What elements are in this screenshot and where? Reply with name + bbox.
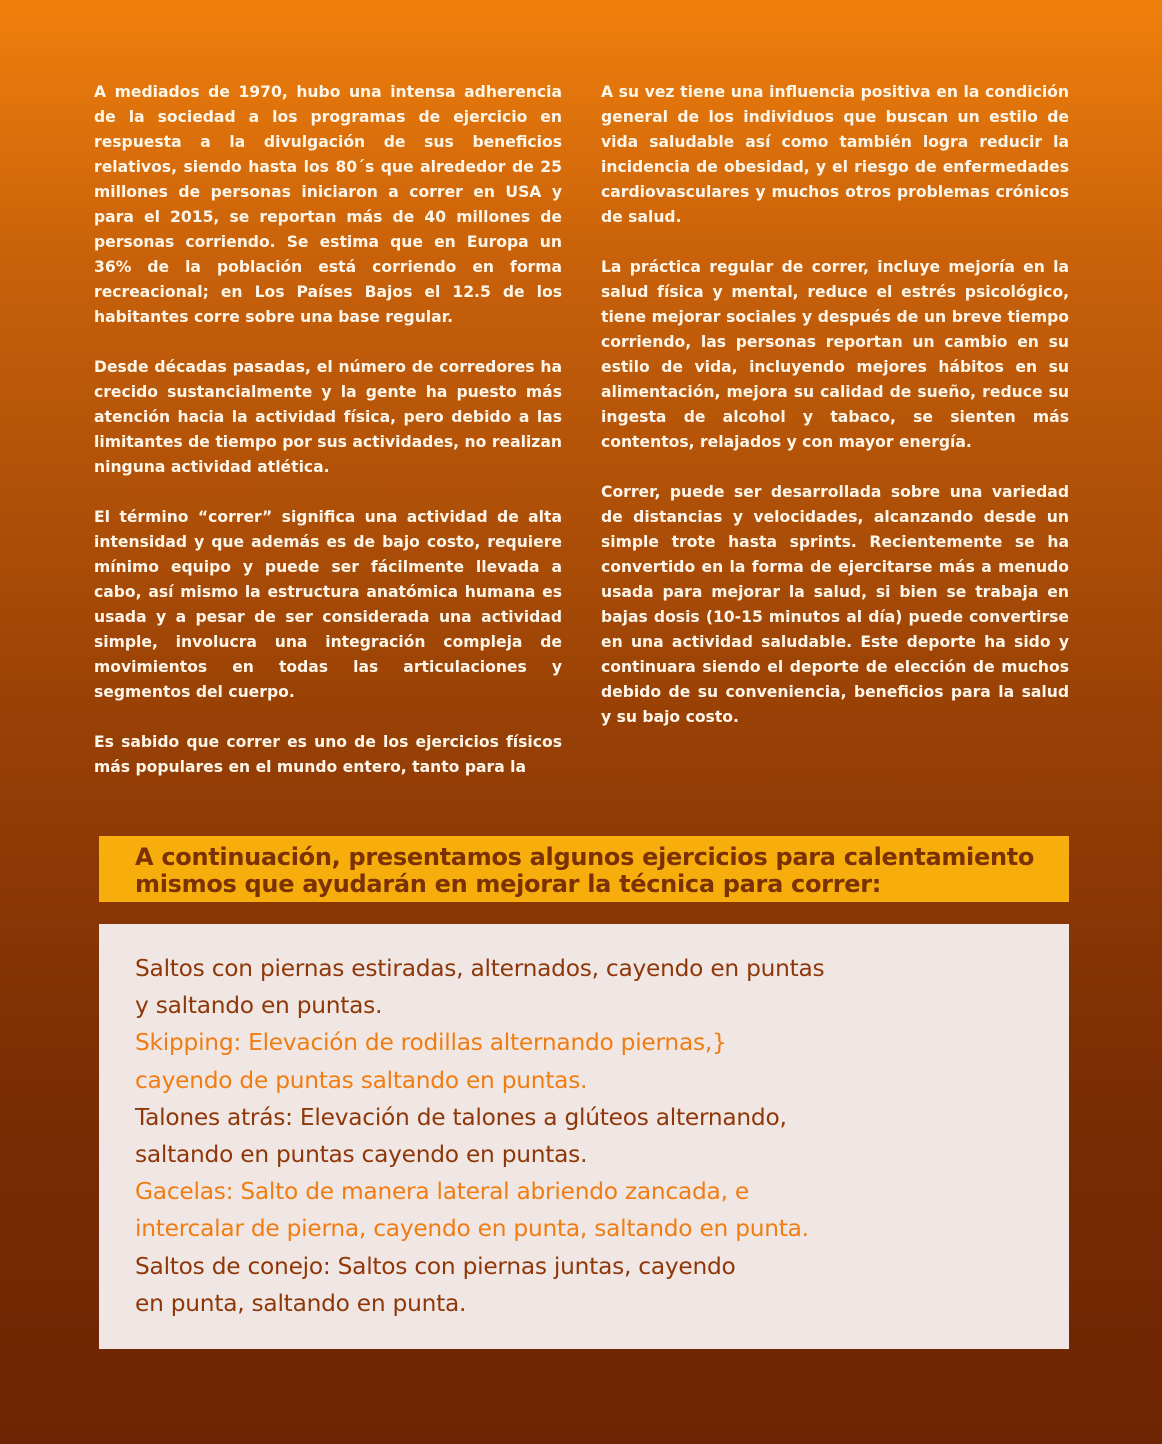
exercise-line: y saltando en puntas. (135, 992, 383, 1020)
exercise-line: Talones atrás: Elevación de talones a glúteos alternando, (135, 1103, 787, 1131)
paragraph: Correr, puede ser desarrollada sobre una variedad de distancias y velocidades, alcanzando desde un simple trote hasta sprints. Recientemente se ha convertido en la forma de ejercitarse más a menudo usada para mejorar la salud, si bien se trabaja en bajas dosis (10-15 minutos al día) puede convertirse en una actividad saludable. Este deporte ha sido y continuara siendo el deporte de elección de muchos debido de su conveniencia, beneficios para la salud y su bajo costo. (601, 483, 1069, 726)
exercise-line: saltando en puntas cayendo en puntas. (135, 1141, 588, 1169)
exercise-line: Gacelas: Salto de manera lateral abriendo zancada, e (135, 1178, 749, 1206)
paragraph: El término “correr” significa una actividad de alta intensidad y que además es de bajo costo, requiere mínimo equipo y puede ser fácilmente llevada a cabo, así mismo la estructura anatómica humana es usada y a pesar de ser considerada una actividad simple, involucra una integración compleja de movimientos en todas las articulaciones y segmentos del cuerpo. (94, 508, 562, 701)
paragraph: La práctica regular de correr, incluye mejoría en la salud física y mental, reduce el estrés psicológico, tiene mejorar sociales y después de un breve tiempo corriendo, las personas reportan un cambio en su estilo de vida, incluyendo mejores hábitos en su alimentación, mejora su calidad de sueño, reduce su ingesta de alcohol y tabaco, se sienten más contentos, relajados y con mayor energía. (601, 258, 1069, 451)
exercise-line: en punta, saltando en punta. (135, 1289, 467, 1317)
exercises-intro-banner (99, 836, 1069, 902)
exercises-list (99, 924, 1069, 1349)
exercise-line: intercalar de pierna, cayendo en punta, saltando en punta. (135, 1215, 809, 1243)
exercise-line: cayendo de puntas saltando en puntas. (135, 1066, 588, 1094)
article-right-column (601, 80, 1069, 755)
article-left-column (94, 80, 562, 805)
paragraph: Es sabido que correr es uno de los ejercicios físicos más populares en el mundo entero, tanto para la (94, 733, 562, 776)
paragraph: A mediados de 1970, hubo una intensa adherencia de la sociedad a los programas de ejercicio en respuesta a la divulgación de sus beneficios relativos, siendo hasta los 80´s que alrededor de 25 millones de personas iniciaron a correr en USA y para el 2015, se reportan más de 40 millones de personas corriendo. Se estima que en Europa un 36% de la población está corriendo en forma recreacional; en Los Países Bajos el 12.5 de los habitantes corre sobre una base regular. (94, 83, 562, 326)
exercise-line: Saltos de conejo: Saltos con piernas juntas, cayendo (135, 1252, 736, 1280)
paragraph: Desde décadas pasadas, el número de corredores ha crecido sustancialmente y la gente ha puesto más atención hacia la actividad física, pero debido a las limitantes de tiempo por sus actividades, no realizan ninguna actividad atlética. (94, 358, 562, 476)
exercise-line: Saltos con piernas estiradas, alternados, cayendo en puntas (135, 955, 825, 982)
paragraph: A su vez tiene una influencia positiva en la condición general de los individuos que buscan un estilo de vida saludable así como también logra reducir la incidencia de obesidad, y el riesgo de enfermedades cardiovasculares y muchos otros problemas crónicos de salud. (601, 83, 1069, 226)
exercise-line: Skipping: Elevación de rodillas alternando piernas,} (135, 1029, 727, 1057)
banner-line: mismos que ayudarán en mejorar la técnica para correr: (135, 870, 882, 898)
banner-line: A continuación, presentamos algunos ejercicios para calentamiento (135, 843, 1035, 871)
